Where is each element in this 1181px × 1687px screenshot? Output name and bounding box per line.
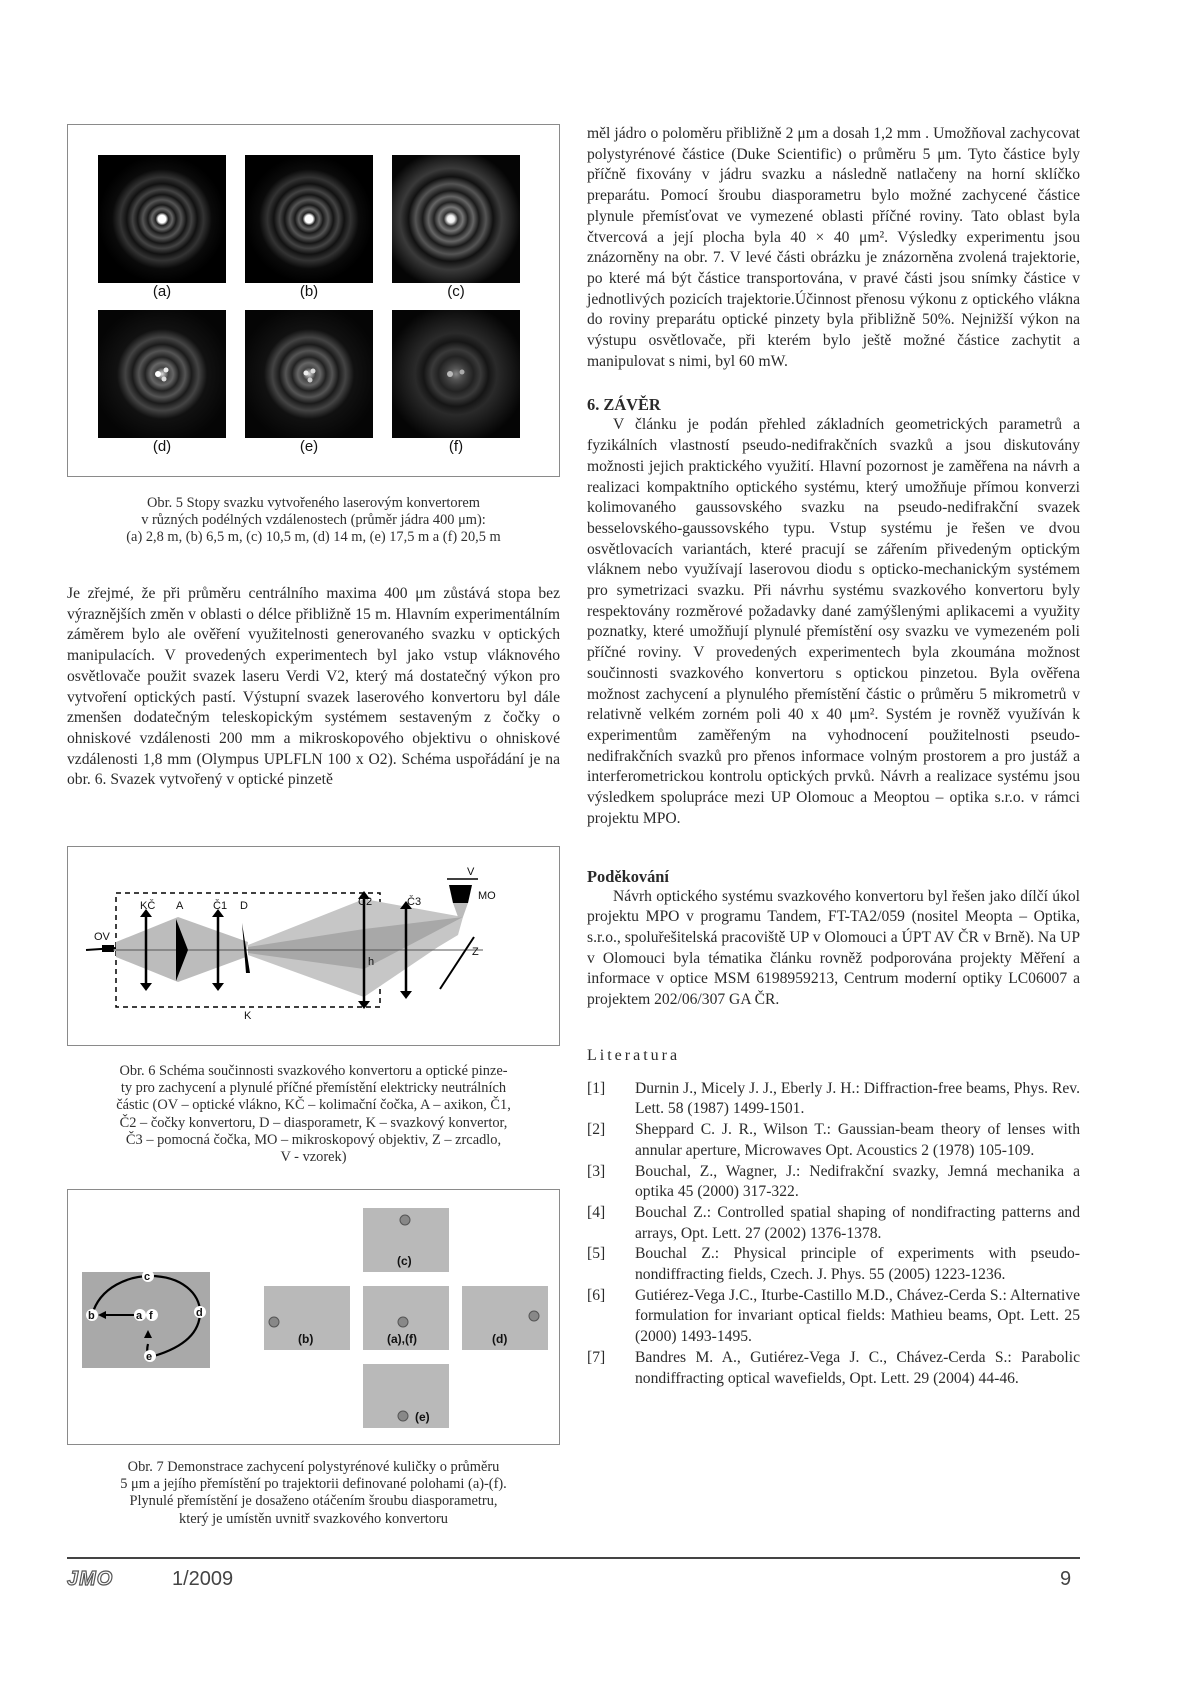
reference-item: [1] Durnin J., Micely J. J., Eberly J. H.: Diffraction-free beams, Phys. Rev. Lett. 58 (1987) 1499-1501.	[587, 1079, 1080, 1118]
traj-label-b: b	[88, 1310, 95, 1322]
label-kc: KČ	[140, 900, 156, 912]
figure-5-label-a: (a)	[152, 283, 172, 300]
trajectory-panel	[82, 1272, 210, 1368]
left-body-text: Je zřejmé, že při průměru centrálního maxima 400 μm zůstává stopa bez výraznějších změn v oblasti o délce přibližně 15 m. Hlavním experimentálním záměrem bylo ale ověření využitelnosti generovaného svazku v optických manipulacích. V provedených experimentech byl jako vstup vláknového osvětlovače použit svazek laseru Verdi V2, který má dostatečný výkon pro vytvoření optických pastí. Výstupní svazek laserového konvertoru byl dále zmenšen dodatečným teleskopickým systémem sestaveným z čočky o ohniskové vzdálenosti 200 mm a mikroskopového objektivu o ohniskové vzdálenosti 1,8 mm (Olympus UPLFLN 100 x O2). Schéma uspořádání je na obr. 6. Svazek vytvořený v optické pinzetě	[67, 585, 560, 789]
acknowledgement-text: Návrh optického systému svazkového konvertoru byl řešen jako dílčí úkol projektu MPO v programu Tandem, FT-TA2/059 (nositel Meopta – Optika, s.r.o., spoluřešitelská pracoviště UP v Olomouci a ÚPT AV ČR v Brně). Na UP v Olomouci byla tématika článku rovněž podporována projekty Měření a informace v optice MSM 6198959213, Centrum moderní optiky LC06007 a projektem 202/06/307 GA ČR.	[587, 887, 1080, 1009]
beam-spot-e	[245, 310, 373, 438]
label-a: A	[176, 900, 184, 912]
traj-label-c: c	[144, 1272, 151, 1283]
right-body-text: měl jádro o poloměru přibližně 2 μm a dosah 1,2 mm . Umožňoval zachycovat polystyrénové částice (Duke Scientific) o průměru 5 μm. Tyto částice byly příčně fixovány v jádru svazku a následně natlačeny na horní sklíčko preparátu. Pomocí šroubu diasporametru bylo možné zachycené částice plynule přemísťovat ve vymezené oblasti příčné roviny. Tato oblast byla čtvercová a její plocha byla 40 × 40 μm². Výsledky experimentu jsou znázorněny na obr. 7. V levé části obrázku je znázorněna zvolená trajektorie, po které má být částice transportována, v pravé části jsou snímky částice v jednotlivých pozicích trajektorie.Účinnost přenosu výkonu z optického vlákna do roviny preparátu optické pinzety byla přibližně 50%. Nejnižší výkon na výstupu osvětlovače, při kterém bylo ještě možné částice zachytit a manipulovat s nimi, byl 60 mW.	[587, 125, 1080, 370]
figure-5-label-f: (f)	[448, 438, 464, 455]
figure-6	[67, 846, 560, 1046]
literature-heading: Literatura	[587, 1046, 681, 1064]
reference-item: [2] Sheppard C. J. R., Wilson T.: Gaussian-beam theory of lenses with annular aperture, Microwaves Opt. Acoustics 2 (1978) 105-109.	[587, 1121, 1080, 1159]
label-c3: Č3	[407, 896, 422, 908]
label-c2: Č2	[358, 896, 373, 908]
label-k: K	[244, 1010, 252, 1022]
figure-6-caption: Obr. 6 Schéma součinnosti svazkového konvertoru a optické pinze- ty pro zachycení a plynulé příčné přemístění elektricky neutrálních částic (OV – optické vlákno, KČ – kolimační čočka, A – axikon, Č1, Č2 – čočky konvertoru, D – diasporametr, K – svazkový konvertor, Č3 – pomocná čočka, MO – mikroskopový objektiv, Z – zrcadlo, V - vzorek)	[116, 1063, 511, 1166]
particle-photo-e: (e)	[363, 1364, 449, 1428]
beam-spot-b	[245, 155, 373, 283]
figure-5-label-d: (d)	[152, 438, 172, 455]
journal-logo: JMO	[67, 1568, 114, 1590]
traj-label-e: e	[146, 1351, 153, 1363]
figure-7-caption: Obr. 7 Demonstrace zachycení polystyrénové kuličky o průměru 5 μm a jejího přemístění po trajektorii definované polohami (a)-(f). Plynulé přemístění je dosaženo otáčením šroubu diasporametru, který je umístěn uvnitř svazkového konvertoru	[120, 1459, 507, 1527]
beam-spot-d	[98, 310, 226, 438]
particle-photo-c: (c)	[363, 1208, 449, 1272]
particle-photo-b: (b)	[264, 1286, 350, 1350]
reference-item: [7] Bandres M. A., Gutiérez-Vega J. C., Chávez-Cerda S.: Parabolic nondiffracting optical wavefields, Opt. Lett. 29 (2004) 44-46.	[587, 1348, 1080, 1387]
beam-spot-a	[98, 155, 226, 283]
label-mo: MO	[478, 890, 496, 902]
section-6-heading: 6. ZÁVĚR	[587, 395, 661, 415]
reference-item: [6] Gutiérez-Vega J.C., Iturbe-Castillo M.D., Chávez-Cerda S.: Alternative formulation for invariant optical fields: Mathieu beams, Opt. Lett. 25 (2000) 1493-1495.	[587, 1286, 1080, 1346]
reference-list	[587, 1079, 1080, 1390]
traj-label-f: f	[149, 1310, 153, 1322]
figure-5-label-c: (c)	[447, 283, 465, 300]
reference-item: [4] Bouchal Z.: Controlled spatial shaping of nondifracting patterns and arrays, Opt. Lett. 27 (2002) 1376-1378.	[587, 1203, 1080, 1242]
figure-5-label-e: (e)	[299, 438, 319, 455]
page-number: 9	[1060, 1568, 1072, 1590]
figure-5	[67, 124, 560, 477]
figure-6-schematic	[68, 847, 559, 1045]
label-ov: OV	[94, 931, 110, 943]
reference-item: [3] Bouchal, Z., Wagner, J.: Nedifrakční svazky, Jemná mechanika a optika 45 (2000) 317-322.	[587, 1162, 1080, 1201]
right-column	[587, 124, 1080, 1389]
label-h: h	[368, 956, 375, 968]
traj-label-d: d	[196, 1307, 203, 1319]
beam-spot-c	[392, 155, 520, 283]
label-z: Z	[472, 946, 479, 958]
particle-photo-d: (d)	[462, 1286, 548, 1350]
figure-7	[67, 1189, 560, 1445]
section-6-text: V článku je podán přehled základních geometrických parametrů a fyzikálních vlastností pseudo-nedifrakčních svazků a jsou diskutovány možnosti jejich praktického využití. Hlavní pozornost je zaměřena na návrh a realizaci kompaktního optického systému, který umožňuje přímou konverzi kolimovaného gaussovského svazku na pseudo-nedifrakční svazek besselovského-gaussovského typu. Vstup systému je řešen ve dvou osvětlovacích variantách, které pracují se zářením přivedeným optickým vláknem nebo využívají laserovou diodu s opticko-mechanickým systémem pro symetrizaci svazku. Při návrhu systému svazkového konvertoru byly respektovány rozměrové požadavky dané zamýšlenými aplikacemi a využity poznatky, které umožňují plynulé přemístění osy svazku ve vymezeném poli příčné roviny. V provedených experimentech byla zkoumána možnost součinnosti svazkového konvertoru s optickou pinzetou. Byla ověřena možnost zachycení a plynulého přemístění částic o průměru 5 mikrometrů v relativně velkém zorném poli 40 x 40 μm². Systém je rovněž využíván k experimentům zaměřeným na vyhodnocení použitelnosti pseudo-nedifrakčních svazků pro přenos informace volným prostorem a pro justáž a interferometrickou kontrolu optických prvků. Návrh a realizace systému jsou výsledkem spolupráce mezi UP Olomouc a Meoptou – optika s.r.o. v rámci projektu MPO.	[587, 416, 1080, 827]
figure-5-label-b: (b)	[299, 283, 319, 300]
figure-5-caption: Obr. 5 Stopy svazku vytvořeného laserovým konvertorem v různých podélných vzdálenostech (průměr jádra 400 μm): (a) 2,8 m, (b) 6,5 m, (c) 10,5 m, (d) 14 m, (e) 17,5 m a (f) 20,5 m	[126, 495, 501, 546]
issue-number: 1/2009	[172, 1568, 234, 1590]
beam-spot-f	[392, 310, 520, 438]
label-d: D	[240, 900, 248, 912]
label-c1: Č1	[213, 900, 228, 912]
acknowledgement-heading: Poděkování	[587, 866, 669, 886]
particle-photo-af: (a),(f)	[363, 1286, 449, 1350]
traj-label-a: a	[136, 1310, 143, 1322]
reference-item: [5] Bouchal Z.: Physical principle of experiments with pseudo-nondiffracting fields, Czech. J. Phys. 55 (2005) 1223-1236.	[587, 1245, 1080, 1284]
footer-rule	[67, 1557, 1080, 1559]
label-v: V	[467, 866, 475, 878]
